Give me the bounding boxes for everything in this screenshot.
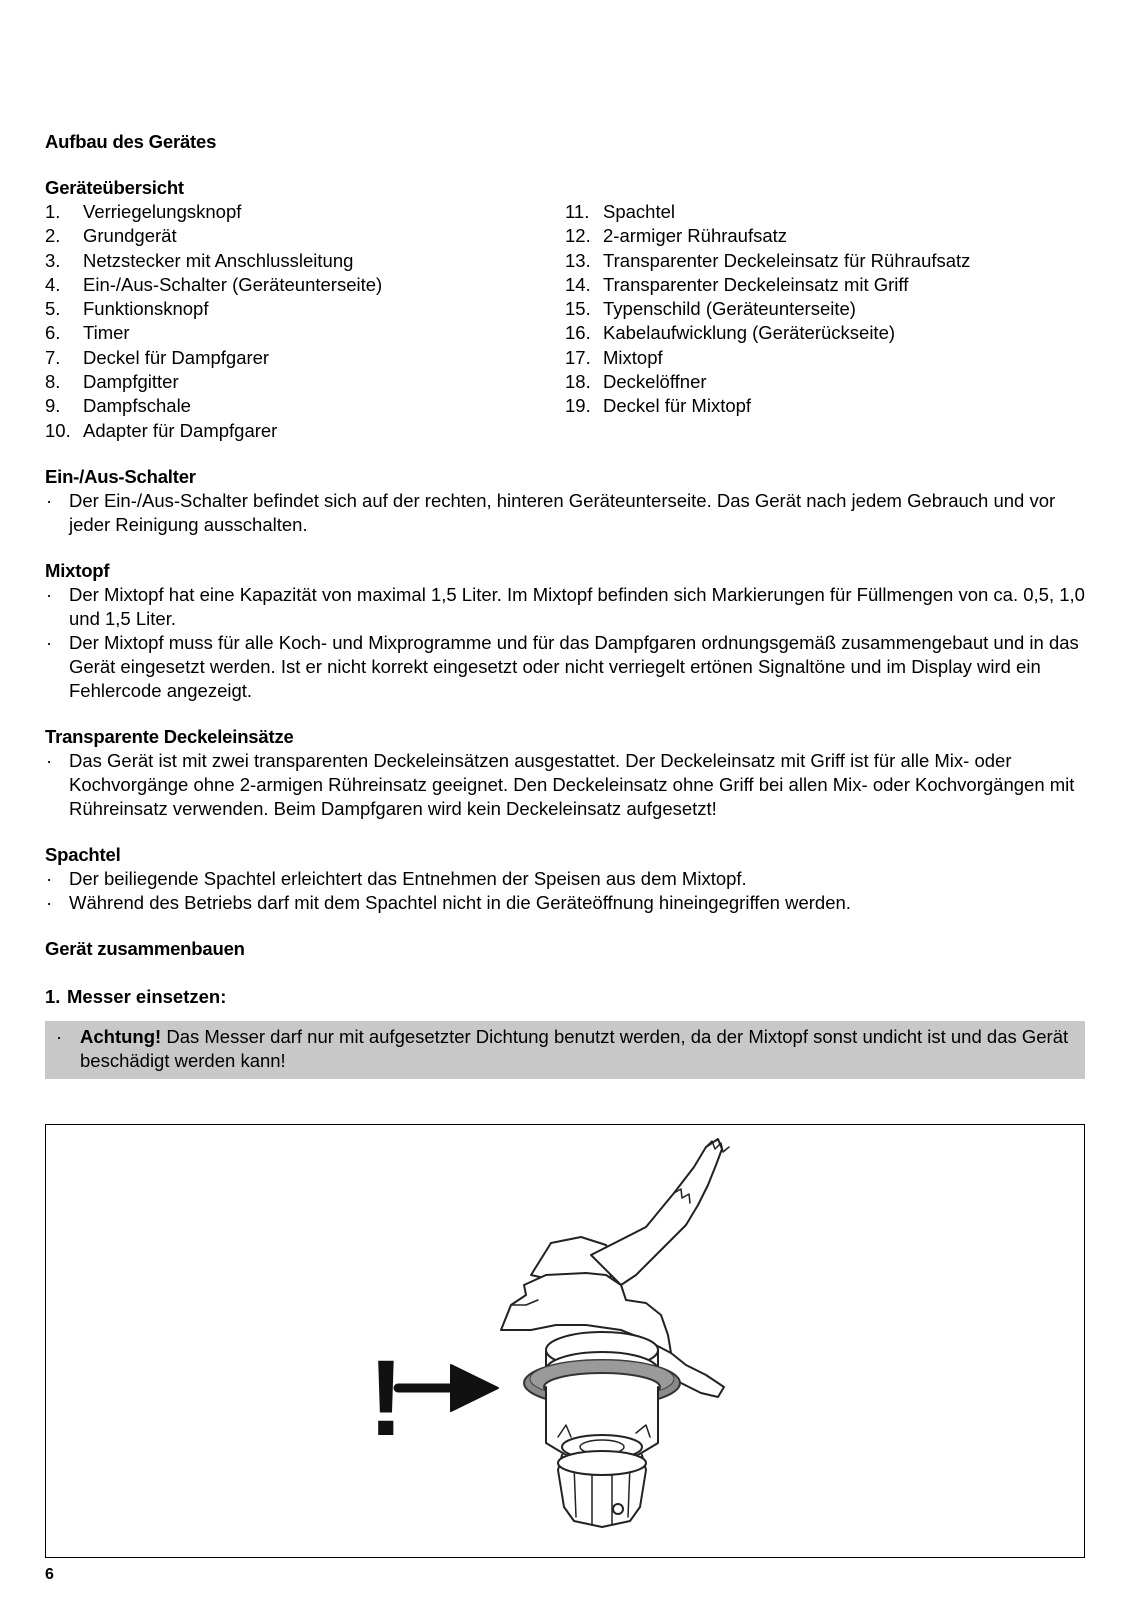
item-number: 17. — [565, 346, 591, 368]
item-label: Funktionsknopf — [83, 298, 209, 320]
coupling-nut-icon — [558, 1451, 646, 1527]
item-number: 3. — [45, 249, 61, 271]
section-title: Transparente Deckeleinsätze — [45, 725, 294, 747]
item-number: 11. — [565, 201, 590, 222]
warning-body: Das Messer darf nur mit aufgesetzter Dichtung benutzt werden, da der Mixtopf sonst undicht ist und das Gerät beschädigt werden kann! — [80, 1025, 1069, 1071]
assembly-step — [45, 985, 1085, 1009]
bullet-dot: · — [46, 583, 53, 605]
bullet-text: Der beiliegende Spachtel erleichtert das Entnehmen der Speisen aus dem Mixtopf. — [69, 867, 747, 889]
arrow-right-icon — [398, 1365, 498, 1411]
list-item — [45, 419, 565, 443]
page-title: Aufbau des Gerätes — [45, 131, 217, 152]
item-number: 8. — [45, 371, 61, 393]
list-item — [45, 297, 565, 321]
section-title: Gerät zusammenbauen — [45, 937, 245, 959]
item-label: Ein-/Aus-Schalter (Geräteunterseite) — [83, 273, 383, 295]
list-item — [45, 321, 565, 345]
warning-text — [80, 1025, 1075, 1073]
parts-overview — [45, 200, 1085, 443]
item-label: Transparenter Deckeleinsatz mit Griff — [603, 273, 909, 295]
item-label: Dampfschale — [83, 395, 191, 417]
bullet-item — [45, 867, 1085, 891]
item-label: Netzstecker mit Anschlussleitung — [83, 249, 354, 271]
item-label: Kabelaufwicklung (Geräterückseite) — [603, 322, 896, 344]
item-label: Deckel für Mixtopf — [603, 395, 752, 417]
section-title: Ein-/Aus-Schalter — [45, 465, 196, 487]
item-label: 2-armiger Rühraufsatz — [603, 225, 788, 247]
item-number: 9. — [45, 395, 61, 417]
item-number: 7. — [45, 346, 61, 368]
list-item — [45, 200, 565, 224]
item-number: 5. — [45, 298, 61, 320]
item-label: Timer — [83, 322, 130, 344]
list-item — [45, 273, 565, 297]
section-title: Spachtel — [45, 843, 121, 865]
bullet-item — [45, 631, 1085, 703]
list-item — [565, 200, 1085, 224]
section-lid-inserts — [45, 725, 1085, 821]
item-number: 16. — [565, 322, 591, 344]
step-label: Messer einsetzen: — [67, 985, 227, 1007]
bullet-text: Während des Betriebs darf mit dem Spachtel nicht in die Geräteöffnung hineingegriffen werden. — [69, 891, 851, 913]
item-number: 1. — [45, 201, 61, 222]
item-label: Spachtel — [603, 201, 675, 222]
bullet-item — [45, 489, 1085, 537]
blade-illustration — [46, 1125, 1083, 1556]
page-number: 6 — [45, 1566, 54, 1583]
bullet-text: Das Gerät ist mit zwei transparenten Deckeleinsätzen ausgestattet. Der Deckeleinsatz mit Griff ist für alle Mix- oder Kochvorgänge ohne 2-armigen Rühreinsatz geeignet. Den Deckeleinsatz ohne Griff bei allen Mix- oder Kochvorgängen mit Rühreinsatz verwenden. Beim Dampfgaren wird kein Deckeleinsatz aufgesetzt! — [69, 749, 1075, 819]
bullet-item — [45, 749, 1085, 821]
bullet-item — [45, 583, 1085, 631]
section-mixtopf — [45, 559, 1085, 703]
item-number: 4. — [45, 273, 61, 295]
item-label: Deckel für Dampfgarer — [83, 346, 270, 368]
step-number: 1. — [45, 985, 61, 1007]
item-label: Verriegelungsknopf — [83, 201, 242, 222]
section-title: Mixtopf — [45, 559, 110, 581]
blade-shaft-icon — [546, 1387, 658, 1459]
blade-illustration-frame — [45, 1124, 1085, 1558]
bullet-text: Der Mixtopf hat eine Kapazität von maximal 1,5 Liter. Im Mixtopf befinden sich Markierungen für Füllmengen von ca. 0,5, 1,0 und 1,5 Liter. — [69, 583, 1085, 629]
item-label: Deckelöffner — [603, 371, 707, 393]
bullet-dot: · — [46, 749, 53, 771]
list-item — [565, 297, 1085, 321]
bullet-text: Der Ein-/Aus-Schalter befindet sich auf der rechten, hinteren Geräteunterseite. Das Gerät nach jedem Gebrauch und vor jeder Reinigung ausschalten. — [69, 489, 1056, 535]
item-label: Adapter für Dampfgarer — [83, 419, 278, 441]
bullet-dot: · — [46, 867, 53, 889]
item-number: 6. — [45, 322, 61, 344]
item-number: 15. — [565, 298, 591, 320]
warning-label: Achtung! — [80, 1025, 162, 1047]
item-label: Mixtopf — [603, 346, 663, 368]
parts-list-right — [565, 200, 1085, 443]
section-switch — [45, 465, 1085, 537]
list-item — [45, 370, 565, 394]
bullet-dot: · — [46, 631, 53, 653]
bullet-dot: · — [46, 891, 53, 913]
list-item — [565, 249, 1085, 273]
item-number: 10. — [45, 419, 71, 441]
list-item — [45, 346, 565, 370]
manual-page — [45, 130, 1085, 1079]
item-label: Grundgerät — [83, 225, 177, 247]
overview-title: Geräteübersicht — [45, 177, 184, 198]
exclamation-mark: ! — [368, 1337, 404, 1458]
item-number: 18. — [565, 371, 591, 393]
list-item — [565, 370, 1085, 394]
item-number: 14. — [565, 273, 591, 295]
item-number: 12. — [565, 225, 591, 247]
list-item — [565, 394, 1085, 418]
list-item — [45, 224, 565, 248]
parts-list-left — [45, 200, 565, 443]
bullet-text: Der Mixtopf muss für alle Koch- und Mixprogramme und für das Dampfgaren ordnungsgemäß zusammengebaut und in das Gerät eingesetzt werden. Ist er nicht korrekt eingesetzt oder nicht verriegelt ertönen Signaltöne und im Display wird ein Fehlercode angezeigt. — [69, 631, 1079, 701]
warning-box — [45, 1021, 1085, 1079]
section-spatula — [45, 843, 1085, 915]
item-label: Typenschild (Geräteunterseite) — [603, 298, 856, 320]
bullet-dot: · — [46, 489, 53, 511]
list-item — [45, 249, 565, 273]
item-number: 13. — [565, 249, 591, 271]
item-number: 19. — [565, 395, 591, 417]
list-item — [45, 394, 565, 418]
bullet-dot: · — [56, 1025, 63, 1047]
list-item — [565, 224, 1085, 248]
section-assembly — [45, 937, 1085, 1079]
bullet-item — [45, 891, 1085, 915]
item-number: 2. — [45, 225, 61, 247]
item-label: Dampfgitter — [83, 371, 179, 393]
item-label: Transparenter Deckeleinsatz für Rühraufsatz — [603, 249, 971, 271]
list-item — [565, 346, 1085, 370]
list-item — [565, 321, 1085, 345]
list-item — [565, 273, 1085, 297]
